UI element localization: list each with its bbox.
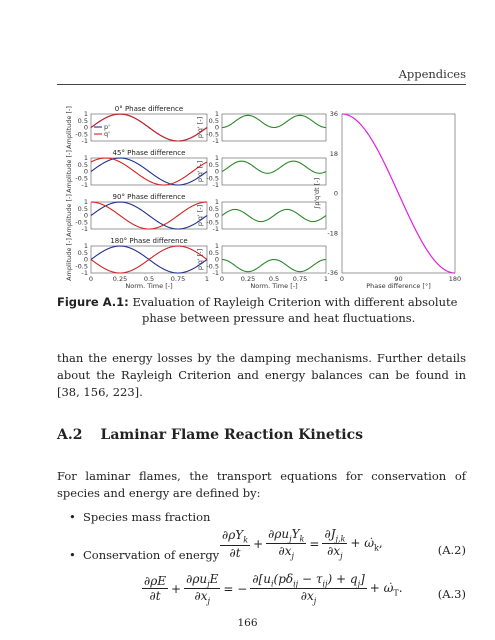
y-tick-label: 0.5 xyxy=(208,116,219,125)
y-tick-label: -0.5 xyxy=(75,262,88,271)
y-tick-label: 1 xyxy=(83,242,88,250)
y-tick-label: -0.5 xyxy=(75,130,88,139)
x-tick-label: 0.25 xyxy=(112,275,128,283)
page-header xyxy=(0,0,495,90)
figure-svg xyxy=(57,96,466,290)
y-tick-label: 0 xyxy=(214,255,219,264)
y-tick-label: 1 xyxy=(214,154,219,162)
y-tick-label: 0 xyxy=(83,211,88,220)
page-number: 166 xyxy=(237,617,258,629)
bullet-icon: • xyxy=(69,510,76,524)
y-tick-label: 18 xyxy=(329,149,338,158)
y-tick-label: -1 xyxy=(81,269,88,277)
y-tick-label: 0.5 xyxy=(208,248,219,257)
x-tick-label: 1 xyxy=(323,275,329,283)
figure-label: Figure A.1: xyxy=(57,295,129,309)
y-tick-label: 0 xyxy=(83,255,88,264)
y-tick-label: 36 xyxy=(329,110,338,118)
subplot-title: 180° Phase difference xyxy=(110,237,188,245)
x-axis-label: Phase difference [°] xyxy=(366,282,431,290)
y-tick-label: 0 xyxy=(83,123,88,132)
legend-p-label: p' xyxy=(104,123,110,131)
y-tick-label: 0.5 xyxy=(77,204,88,213)
y-tick-label: 1 xyxy=(83,198,88,206)
running-head: Appendices xyxy=(398,67,466,81)
bullet-energy xyxy=(69,548,219,562)
y-tick-label: 0 xyxy=(333,189,338,198)
equation-a2: $\frac{\partial\rho Y_k}{\partial t}$ + $\frac{\partial\rho u_jY_k}{\partial x_j}$ = $\frac{\partial J_{j,k}}{\partial x_j}$ + $\omegȧ_k$, xyxy=(222,527,383,561)
x-tick-label: 0 xyxy=(339,275,345,283)
header-rule xyxy=(57,84,466,85)
y-axis-label: p'q' [-] xyxy=(196,116,204,139)
x-tick-label: 0 xyxy=(219,275,225,283)
x-tick-label: 180 xyxy=(448,275,462,283)
y-tick-label: -1 xyxy=(81,181,88,189)
y-axis-label: Amplitude [-] xyxy=(65,150,73,193)
section-number: A.2 xyxy=(57,427,83,443)
x-axis-label: Norm. Time [-] xyxy=(125,282,173,290)
bullet-text: Species mass fraction xyxy=(83,510,211,524)
bullet-species xyxy=(69,510,210,524)
x-axis-label: Norm. Time [-] xyxy=(250,282,298,290)
y-tick-label: -1 xyxy=(212,225,219,233)
legend-q-label: q' xyxy=(104,130,110,138)
y-tick-label: -1 xyxy=(212,137,219,145)
y-tick-label: 1 xyxy=(214,242,219,250)
figure-caption xyxy=(57,294,466,326)
y-tick-label: -1 xyxy=(81,137,88,145)
y-tick-label: -0.5 xyxy=(206,262,219,271)
y-tick-label: -0.5 xyxy=(75,218,88,227)
y-tick-label: 0.5 xyxy=(77,116,88,125)
y-axis-label: Amplitude [-] xyxy=(65,238,73,281)
y-tick-label: -0.5 xyxy=(206,218,219,227)
y-tick-label: -0.5 xyxy=(75,174,88,183)
y-tick-label: -1 xyxy=(212,181,219,189)
equation-a2-label: (A.2) xyxy=(437,543,466,557)
y-tick-label: 0.5 xyxy=(208,204,219,213)
y-axis-label: Amplitude [-] xyxy=(65,106,73,149)
y-tick-label: -1 xyxy=(212,269,219,277)
x-tick-label: 0.5 xyxy=(268,275,280,283)
y-tick-label: 0 xyxy=(83,167,88,176)
x-tick-label: 0.25 xyxy=(240,275,256,283)
y-tick-label: 1 xyxy=(83,154,88,162)
bullet-text: Conservation of energy xyxy=(83,548,220,562)
paragraph-2: For laminar flames, the transport equations for conservation of species and energy are defined by: xyxy=(57,469,466,500)
bullet-icon: • xyxy=(69,548,76,562)
y-axis-label: ∫p'q'dt [-] xyxy=(313,177,321,210)
section-heading xyxy=(57,427,363,443)
y-tick-label: -18 xyxy=(327,229,338,238)
subplot-title: 45° Phase difference xyxy=(112,149,186,157)
subplot-title: 90° Phase difference xyxy=(112,193,186,201)
y-tick-label: -0.5 xyxy=(206,130,219,139)
y-tick-label: 0 xyxy=(214,123,219,132)
x-tick-label: 0.75 xyxy=(292,275,308,283)
y-tick-label: 0.5 xyxy=(77,160,88,169)
x-tick-label: 0 xyxy=(88,275,94,283)
y-tick-label: 0 xyxy=(214,167,219,176)
x-tick-label: 90 xyxy=(394,275,403,283)
y-tick-label: 1 xyxy=(214,110,219,118)
y-tick-label: -0.5 xyxy=(206,174,219,183)
equation-a3-label: (A.3) xyxy=(437,587,466,601)
y-tick-label: 0.5 xyxy=(208,160,219,169)
subplot-title: 0° Phase difference xyxy=(114,105,184,113)
y-axis-label: p'q' [-] xyxy=(196,204,204,227)
x-tick-label: 0.75 xyxy=(170,275,186,283)
figure-caption-text: Evaluation of Rayleigh Criterion with different absolute phase between pressure and heat fluctuations. xyxy=(132,295,458,325)
y-axis-label: Amplitude [-] xyxy=(65,194,73,237)
y-tick-label: 1 xyxy=(83,110,88,118)
y-axis-label: p'q' [-] xyxy=(196,160,204,183)
y-tick-label: 0 xyxy=(214,211,219,220)
x-tick-label: 0.5 xyxy=(143,275,155,283)
y-tick-label: -36 xyxy=(327,269,338,277)
figure-a1 xyxy=(57,96,466,290)
equation-a3: $\frac{\partial\rho E}{\partial t}$ + $\frac{\partial\rho u_jE}{\partial x_j}$ = − $\frac{\partial[u_i(p\delta_{ij} - \tau_{ij}) + q_j]}{\partial x_j}$ + $\omegȧ_T$. xyxy=(144,572,403,606)
y-tick-label: -1 xyxy=(81,225,88,233)
y-tick-label: 1 xyxy=(214,198,219,206)
y-tick-label: 0.5 xyxy=(77,248,88,257)
x-tick-label: 1 xyxy=(204,275,210,283)
section-title: Laminar Flame Reaction Kinetics xyxy=(100,427,364,443)
y-axis-label: p'q' [-] xyxy=(196,248,204,271)
paragraph-1: than the energy losses by the damping mechanisms. Further details about the Rayleigh Criterion and energy balances can be found in [38, 156, 223]. xyxy=(57,351,466,399)
